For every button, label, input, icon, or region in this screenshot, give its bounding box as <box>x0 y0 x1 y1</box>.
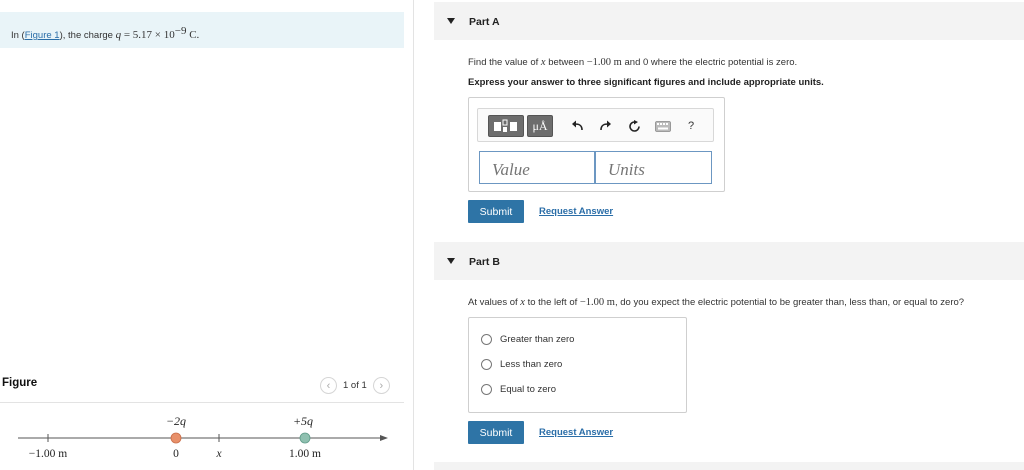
choice-equal[interactable] <box>481 384 556 395</box>
choice-label: Greater than zero <box>500 334 575 345</box>
next-figure-button[interactable] <box>373 377 390 394</box>
part-a-header[interactable] <box>434 2 1024 40</box>
part-a-q-post: and 0 where the electric potential is zero. <box>621 57 798 68</box>
tick-zero-label: 0 <box>173 448 179 460</box>
charge-exponent: −9 <box>174 25 187 37</box>
part-a-request-answer-link[interactable]: Request Answer <box>539 206 614 217</box>
help-button[interactable]: ? <box>687 120 695 132</box>
charge-right-label: +5q <box>292 414 314 428</box>
tick-left-label: −1.00 m <box>28 448 68 460</box>
part-b-title: Part B <box>469 256 500 268</box>
value-input[interactable] <box>479 151 595 184</box>
units-button[interactable]: μÅ <box>527 115 553 137</box>
tick-x-label: x <box>216 448 222 460</box>
pager-count: 1 of 1 <box>343 380 367 391</box>
collapse-triangle-icon[interactable] <box>447 18 455 24</box>
figure-link[interactable]: Figure 1 <box>24 30 60 42</box>
charge-figure <box>0 403 404 470</box>
redo-icon <box>599 120 611 132</box>
radio-button[interactable] <box>481 384 492 395</box>
choice-less[interactable] <box>481 359 562 370</box>
figure-label: Figure <box>2 377 38 389</box>
intro-prefix: In ( <box>11 30 25 42</box>
part-a-instruction: Express your answer to three significant figures and include appropriate units. <box>468 77 824 88</box>
part-b-question <box>468 297 964 308</box>
part-b-header[interactable] <box>434 242 1024 280</box>
choices-box <box>468 317 687 413</box>
keyboard-icon <box>655 121 671 132</box>
part-b-q-val: −1.00 m <box>579 297 615 308</box>
part-a-q-pre: Find the value of <box>468 57 541 68</box>
part-a-title: Part A <box>469 16 500 28</box>
radio-button[interactable] <box>481 334 492 345</box>
undo-icon <box>572 120 584 132</box>
part-a-q-val: −1.00 m <box>586 57 622 68</box>
part-b-q-mid: to the left of <box>524 297 580 308</box>
answer-box <box>468 97 725 192</box>
charge-value: = 5.17 × 10 <box>121 29 175 42</box>
radio-button[interactable] <box>481 359 492 370</box>
keyboard-button[interactable] <box>652 115 674 137</box>
figure-pager <box>320 377 390 394</box>
choice-greater[interactable] <box>481 334 574 345</box>
problem-intro <box>0 12 404 48</box>
units-input[interactable] <box>595 151 712 184</box>
redo-button[interactable] <box>595 115 615 137</box>
choice-label: Less than zero <box>500 359 563 370</box>
templates-button[interactable] <box>488 115 524 137</box>
part-a-question <box>468 57 797 68</box>
collapse-triangle-icon[interactable] <box>447 258 455 264</box>
part-b-q-post: , do you expect the electric potential to be greater than, less than, or equal to zero? <box>614 297 965 308</box>
right-panel <box>434 0 1024 470</box>
part-a-q-var: x <box>540 57 546 68</box>
part-b-q-pre: At values of <box>468 297 521 308</box>
choice-label: Equal to zero <box>500 384 556 395</box>
part-a-submit-button[interactable]: Submit <box>468 200 524 223</box>
axis-arrow-icon <box>380 435 388 441</box>
part-b-submit-button[interactable]: Submit <box>468 421 524 444</box>
reset-button[interactable] <box>624 115 644 137</box>
charge-unit: C. <box>186 29 200 42</box>
part-a-q-mid: between <box>545 57 587 68</box>
charge-left-dot <box>171 433 181 443</box>
bottom-bar <box>434 462 1024 470</box>
templates-icon <box>493 119 519 133</box>
tick-right-label: 1.00 m <box>289 448 321 460</box>
charge-left-label: −2q <box>165 414 187 428</box>
math-toolbar <box>477 108 714 142</box>
left-panel <box>0 0 414 470</box>
chevron-right-icon: › <box>379 379 384 392</box>
charge-right-dot <box>300 433 310 443</box>
charge-symbol: q <box>115 29 122 42</box>
prev-figure-button[interactable] <box>320 377 337 394</box>
undo-button[interactable] <box>568 115 588 137</box>
part-b-request-answer-link[interactable]: Request Answer <box>539 427 614 438</box>
reset-icon <box>628 120 641 133</box>
chevron-left-icon: ‹ <box>326 379 331 392</box>
part-b-q-var: x <box>520 297 525 308</box>
intro-middle: ), the charge <box>59 30 116 42</box>
